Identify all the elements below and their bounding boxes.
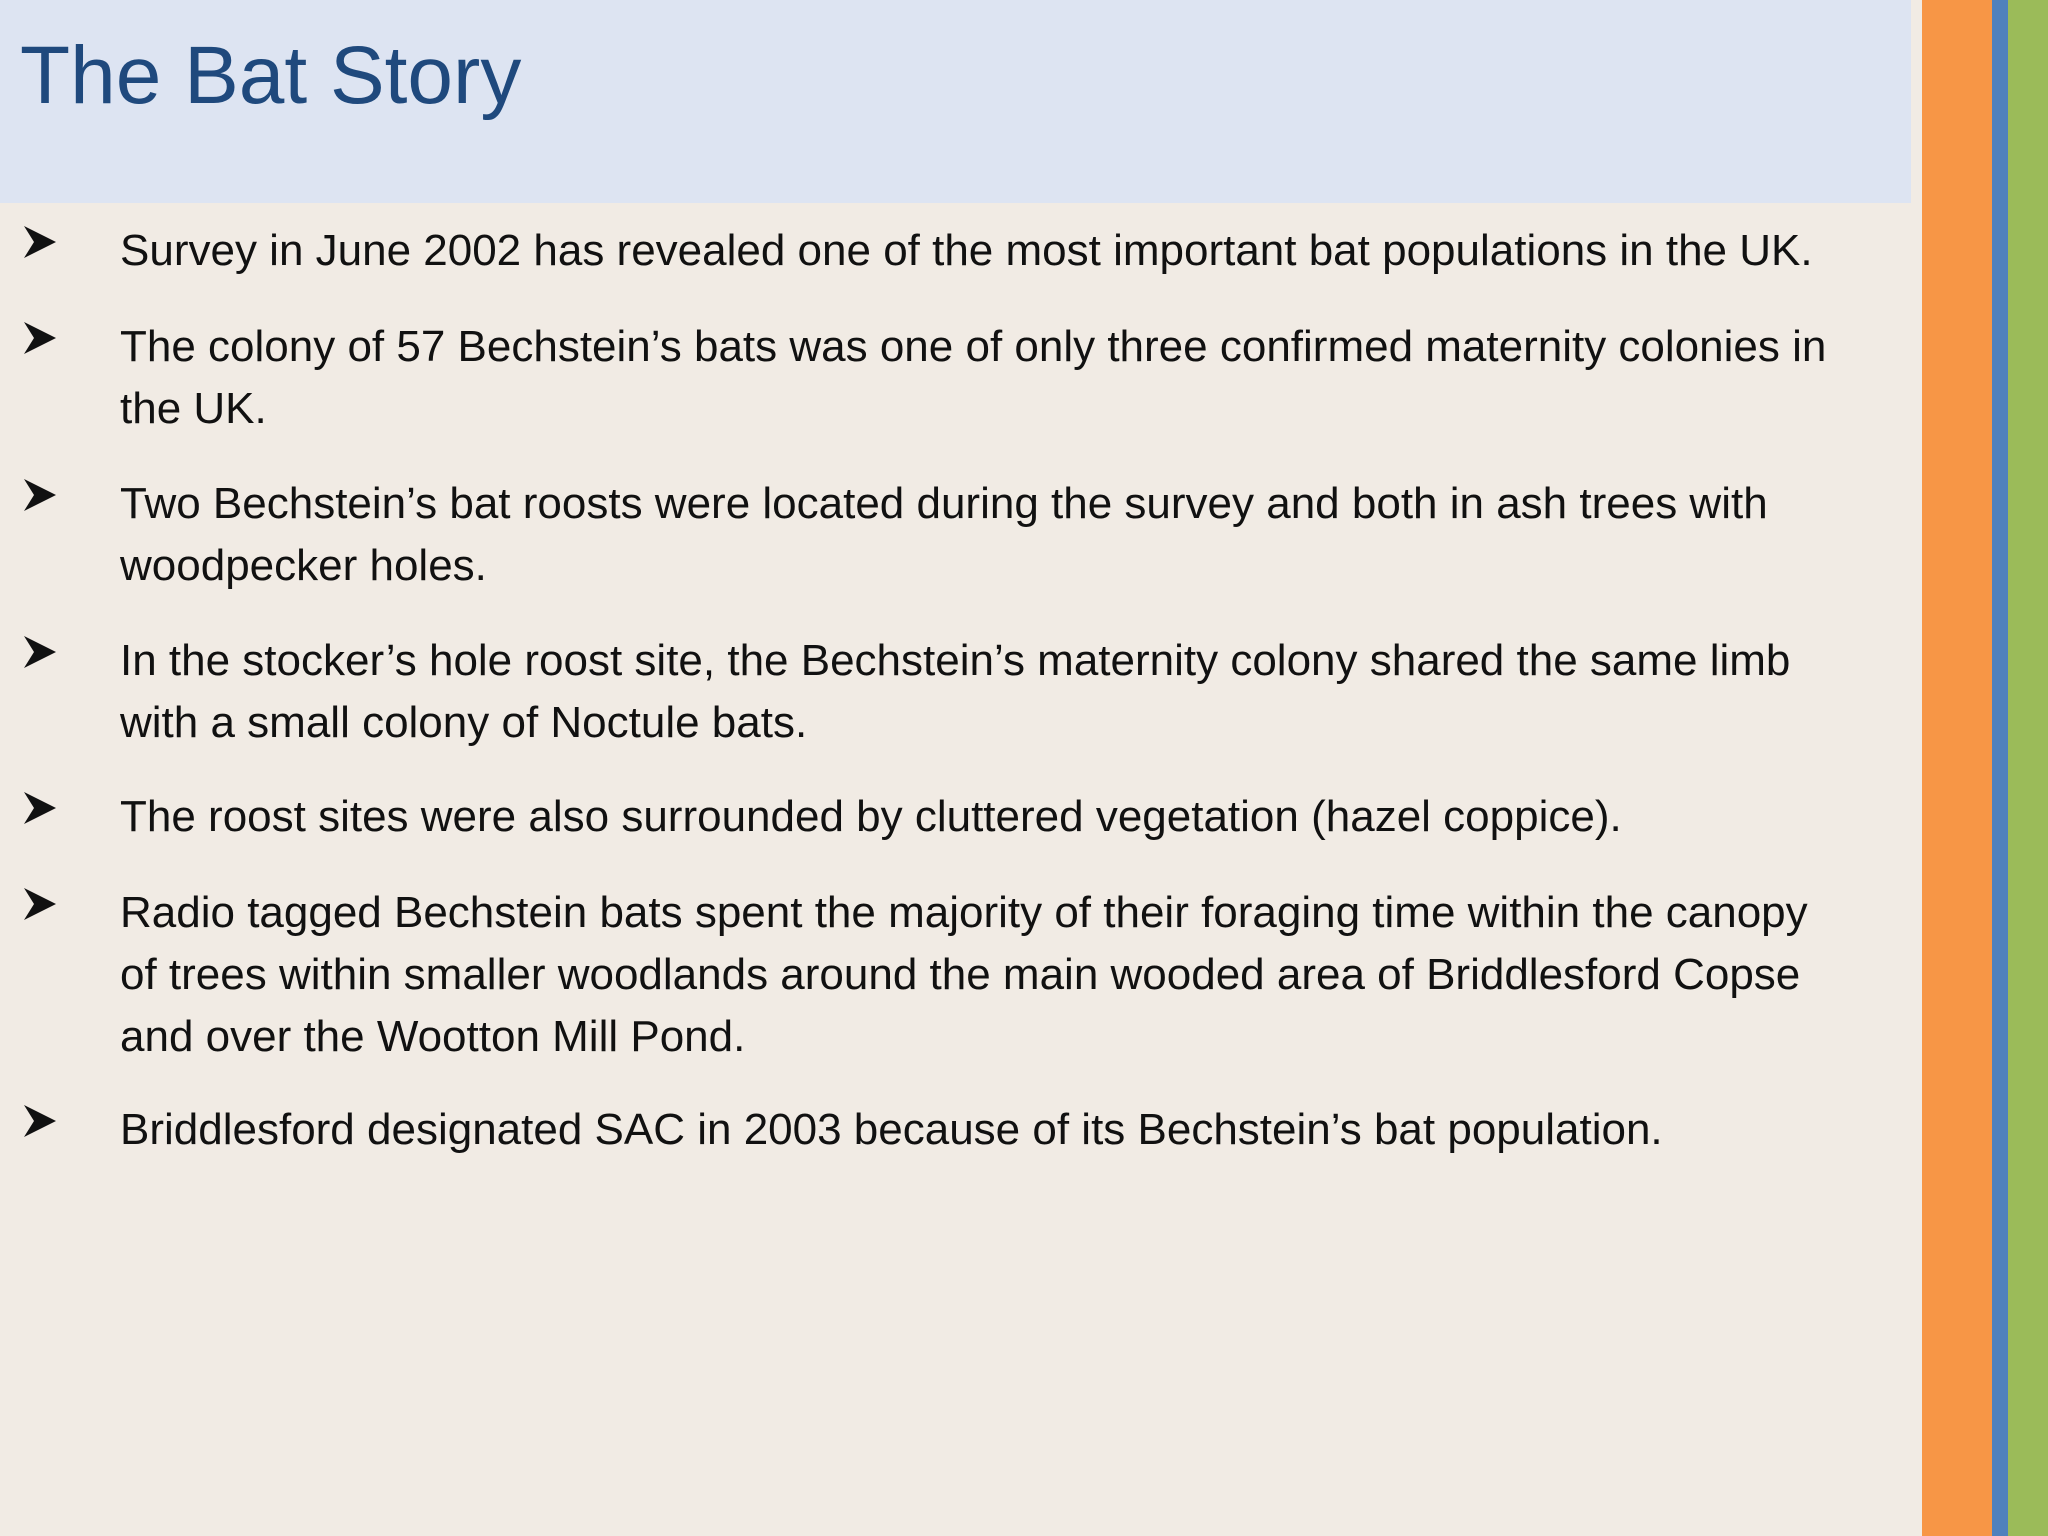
bullet-text: Two Bechstein’s bat roosts were located during the survey and both in ash trees with woodpecker holes. <box>120 479 1768 590</box>
accent-stripe-orange <box>1922 0 1992 1536</box>
bullet-text: In the stocker’s hole roost site, the Bechstein’s maternity colony shared the same limb with a small colony of Noctule bats. <box>120 636 1791 747</box>
bullet-text: Briddlesford designated SAC in 2003 because of its Bechstein’s bat population. <box>120 1105 1663 1154</box>
slide-title: The Bat Story <box>20 30 522 121</box>
bullet-text: The roost sites were also surrounded by cluttered vegetation (hazel coppice). <box>120 792 1622 841</box>
arrowhead-bullet-icon <box>22 222 58 262</box>
arrowhead-bullet-icon <box>22 1101 58 1141</box>
accent-stripe-blue <box>1992 0 2008 1536</box>
arrowhead-bullet-icon <box>22 884 58 924</box>
arrowhead-bullet-icon <box>22 318 58 358</box>
bullet-text: Survey in June 2002 has revealed one of the most important bat populations in the UK. <box>120 226 1813 275</box>
bullet-text: The colony of 57 Bechstein’s bats was one of only three confirmed maternity colonies in the UK. <box>120 322 1827 433</box>
arrowhead-bullet-icon <box>22 788 58 828</box>
arrowhead-bullet-icon <box>22 475 58 515</box>
arrowhead-bullet-icon <box>22 632 58 672</box>
bullet-text: Radio tagged Bechstein bats spent the majority of their foraging time within the canopy of trees within smaller woodlands around the main wooded area of Briddlesford Copse and over the Wootton Mill Pond. <box>120 888 1808 1061</box>
accent-stripe-green <box>2008 0 2048 1536</box>
